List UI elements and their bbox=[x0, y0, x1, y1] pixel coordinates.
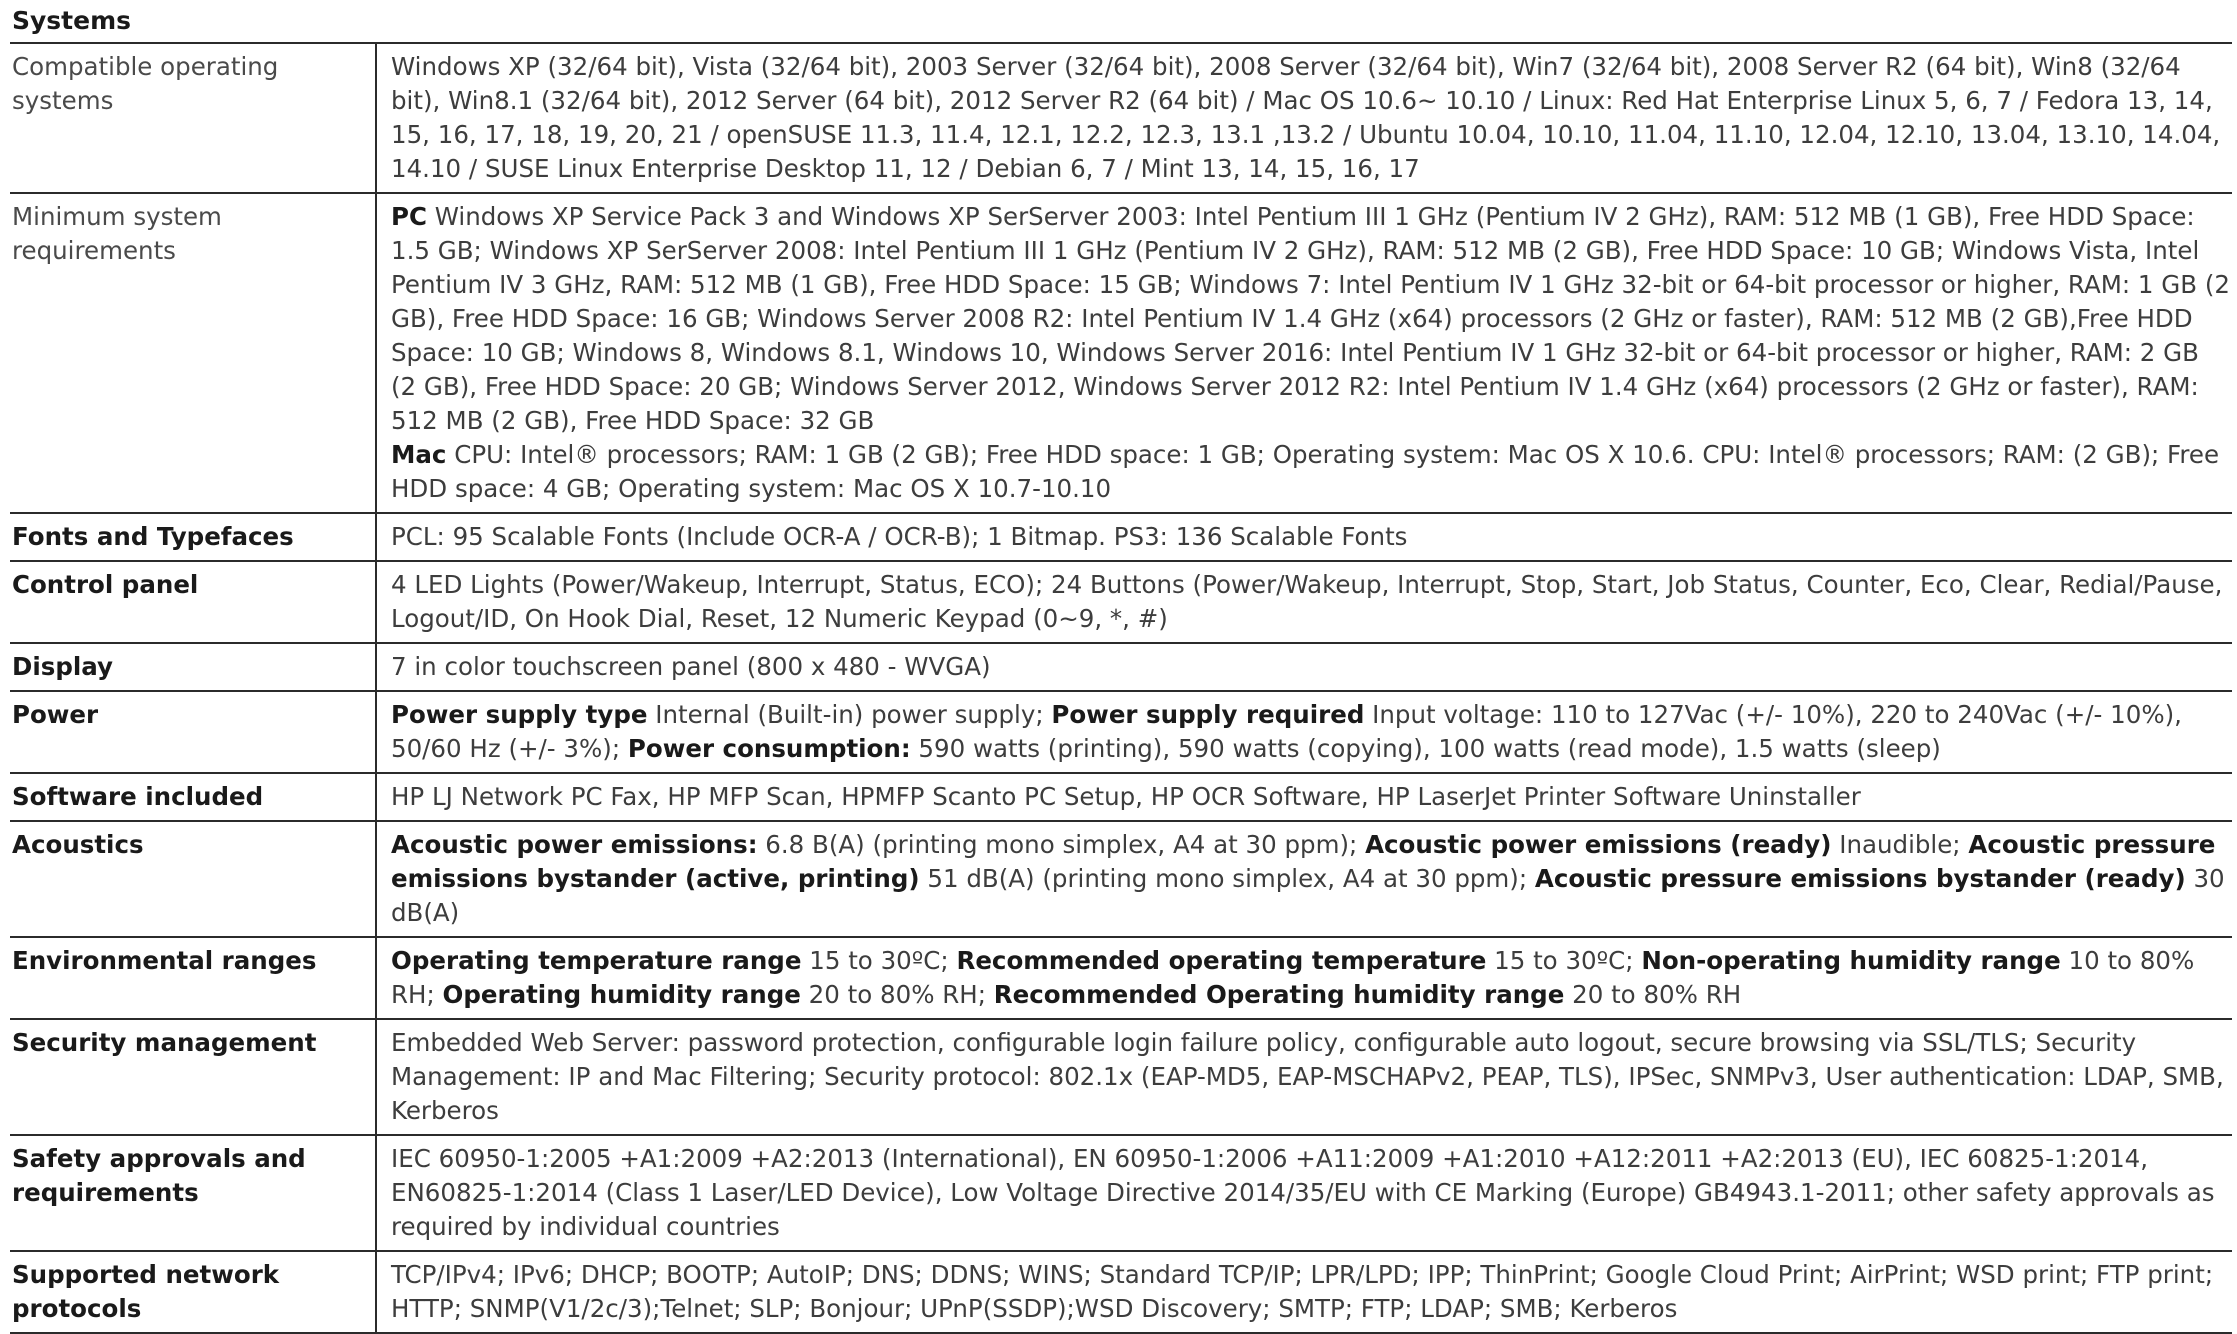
row-value: HP LJ Network PC Fax, HP MFP Scan, HPMFP Scanto PC Setup, HP OCR Software, HP LaserJet Printer Software Uninstaller bbox=[391, 782, 1861, 811]
env-value-3: 10 to 80% RH; bbox=[391, 946, 2195, 1009]
pc-key: PC bbox=[391, 202, 427, 231]
mac-text: CPU: Intel® processors; RAM: 1 GB (2 GB); Free HDD space: 1 GB; Operating system: Mac OS X 10.6. CPU: Intel® processors; RAM: (2 GB); Free HDD space: 4 GB; Operating system: Mac OS X 10.7-10.10 bbox=[391, 440, 2220, 503]
row-label: Power bbox=[10, 691, 376, 773]
spec-table bbox=[10, 42, 2232, 1334]
spec-row-display bbox=[10, 643, 2232, 691]
row-label: Acoustics bbox=[10, 821, 376, 937]
spec-row-software bbox=[10, 773, 2232, 821]
acoustics-value-4: 30 dB(A) bbox=[391, 864, 2225, 927]
section-title: Systems bbox=[12, 6, 132, 35]
power-value-3: 590 watts (printing), 590 watts (copying), 100 watts (read mode), 1.5 watts (sleep) bbox=[910, 734, 1941, 763]
spec-row-network bbox=[10, 1251, 2232, 1333]
power-value-2: Input voltage: 110 to 127Vac (+/- 10%), 220 to 240Vac (+/- 10%), 50/60 Hz (+/- 3%); bbox=[391, 700, 2182, 763]
row-value bbox=[376, 691, 2232, 773]
power-key-2: Power supply required bbox=[1051, 700, 1365, 729]
acoustics-key-4: Acoustic pressure emissions bystander (ready) bbox=[1534, 864, 2186, 893]
acoustics-value-3: 51 dB(A) (printing mono simplex, A4 at 30 ppm); bbox=[919, 864, 1535, 893]
env-value-2: 15 to 30ºC; bbox=[1486, 946, 1642, 975]
acoustics-key-1: Acoustic power emissions: bbox=[391, 830, 758, 859]
spec-row-control-panel bbox=[10, 561, 2232, 643]
acoustics-value-2: Inaudible; bbox=[1831, 830, 1969, 859]
mac-requirements bbox=[391, 438, 2230, 506]
row-value: Windows XP (32/64 bit), Vista (32/64 bit), 2003 Server (32/64 bit), 2008 Server (32/64 bit), Win7 (32/64 bit), 2008 Server R2 (64 bit), Win8 (32/64 bit), Win8.1 (32/64 bit), 2012 Server (64 bit), 2012 Server R2 (64 bit) / Mac OS 10.6~ 10.10 / Linux: Red Hat Enterprise Linux 5, 6, 7 / Fedora 13, 14, 15, 16, 17, 18, 19, 20, 21 / openSUSE 11.3, 11.4, 12.1, 12.2, 12.3, 13.1 ,13.2 / Ubuntu 10.04, 10.10, 11.04, 11.10, 12.04, 12.10, 13.04, 13.10, 14.04, 14.10 / SUSE Linux Enterprise Desktop 11, 12 / Debian 6, 7 / Mint 13, 14, 15, 16, 17 bbox=[391, 52, 2221, 183]
spec-row-environmental bbox=[10, 937, 2232, 1019]
row-value: 4 LED Lights (Power/Wakeup, Interrupt, Status, ECO); 24 Buttons (Power/Wakeup, Interrupt, Stop, Start, Job Status, Counter, Eco, Clear, Redial/Pause, Logout/ID, On Hook Dial, Reset, 12 Numeric Keypad (0~9, *, #) bbox=[391, 570, 2223, 633]
env-value-5: 20 to 80% RH bbox=[1564, 980, 1742, 1009]
power-value-1: Internal (Built-in) power supply; bbox=[647, 700, 1052, 729]
power-key-3: Power consumption: bbox=[627, 734, 911, 763]
row-label: Minimum system requirements bbox=[10, 193, 376, 513]
env-key-2: Recommended operating temperature bbox=[956, 946, 1487, 975]
row-label: Safety approvals and requirements bbox=[10, 1135, 376, 1251]
row-value bbox=[376, 821, 2232, 937]
acoustics-key-3: Acoustic pressure emissions bystander (active, printing) bbox=[391, 830, 2216, 893]
row-value: Embedded Web Server: password protection, configurable login failure policy, configurable auto logout, secure browsing via SSL/TLS; Security Management: IP and Mac Filtering; Security protocol: 802.1x (EAP-MD5, EAP-MSCHAPv2, PEAP, TLS), IPSec, SNMPv3, User authentication: LDAP, SMB, Kerberos bbox=[391, 1028, 2224, 1125]
pc-requirements bbox=[391, 200, 2230, 438]
row-value: IEC 60950-1:2005 +A1:2009 +A2:2013 (International), EN 60950-1:2006 +A11:2009 +A1:2010 +A12:2011 +A2:2013 (EU), IEC 60825-1:2014, EN60825-1:2014 (Class 1 Laser/LED Device), Low Voltage Directive 2014/35/EU with CE Marking (Europe) GB4943.1-2011; other safety approvals as required by individual countries bbox=[391, 1144, 2215, 1241]
row-label: Supported network protocols bbox=[10, 1251, 376, 1333]
env-key-1: Operating temperature range bbox=[391, 946, 802, 975]
row-value: TCP/IPv4; IPv6; DHCP; BOOTP; AutoIP; DNS; DDNS; WINS; Standard TCP/IP; LPR/LPD; IPP; ThinPrint; Google Cloud Print; AirPrint; WSD print; FTP print; HTTP; SNMP(V1/2c/3);Telnet; SLP; Bonjour; UPnP(SSDP);WSD Discovery; SMTP; FTP; LDAP; SMB; Kerberos bbox=[391, 1260, 2214, 1323]
env-key-4: Operating humidity range bbox=[442, 980, 801, 1009]
acoustics-value-1: 6.8 B(A) (printing mono simplex, A4 at 30 ppm); bbox=[757, 830, 1366, 859]
row-value bbox=[376, 937, 2232, 1019]
spec-row-power bbox=[10, 691, 2232, 773]
row-value bbox=[376, 193, 2232, 513]
row-label: Security management bbox=[10, 1019, 376, 1135]
spec-row-min-requirements bbox=[10, 193, 2232, 513]
row-value: 7 in color touchscreen panel (800 x 480 - WVGA) bbox=[391, 652, 991, 681]
mac-key: Mac bbox=[391, 440, 447, 469]
row-label: Environmental ranges bbox=[10, 937, 376, 1019]
row-label: Compatible operating systems bbox=[10, 43, 376, 193]
row-value: PCL: 95 Scalable Fonts (Include OCR-A / OCR-B); 1 Bitmap. PS3: 136 Scalable Fonts bbox=[391, 522, 1408, 551]
row-label: Software included bbox=[10, 773, 376, 821]
spec-row-acoustics bbox=[10, 821, 2232, 937]
pc-text: Windows XP Service Pack 3 and Windows XP SerServer 2003: Intel Pentium III 1 GHz (Pentium IV 2 GHz), RAM: 512 MB (1 GB), Free HDD Space: 1.5 GB; Windows XP SerServer 2008: Intel Pentium III 1 GHz (Pentium IV 2 GHz), RAM: 512 MB (2 GB), Free HDD Space: 10 GB; Windows Vista, Intel Pentium IV 3 GHz, RAM: 512 MB (1 GB), Free HDD Space: 15 GB; Windows 7: Intel Pentium IV 1 GHz 32-bit or 64-bit processor or higher, RAM: 1 GB (2 GB), Free HDD Space: 16 GB; Windows Server 2008 R2: Intel Pentium IV 1.4 GHz (x64) processors (2 GHz or faster), RAM: 512 MB (2 GB),Free HDD Space: 10 GB; Windows 8, Windows 8.1, Windows 10, Windows Server 2016: Intel Pentium IV 1 GHz 32-bit or 64-bit processor or higher, RAM: 2 GB (2 GB), Free HDD Space: 20 GB; Windows Server 2012, Windows Server 2012 R2: Intel Pentium IV 1.4 GHz (x64) processors (2 GHz or faster), RAM: 512 MB (2 GB), Free HDD Space: 32 GB bbox=[391, 202, 2230, 435]
spec-row-compatible-os bbox=[10, 43, 2232, 193]
row-label: Fonts and Typefaces bbox=[10, 513, 376, 561]
spec-row-security bbox=[10, 1019, 2232, 1135]
power-key-1: Power supply type bbox=[391, 700, 648, 729]
env-key-3: Non-operating humidity range bbox=[1641, 946, 2061, 975]
env-key-5: Recommended Operating humidity range bbox=[993, 980, 1565, 1009]
env-value-4: 20 to 80% RH; bbox=[800, 980, 994, 1009]
spec-row-safety bbox=[10, 1135, 2232, 1251]
row-label: Control panel bbox=[10, 561, 376, 643]
env-value-1: 15 to 30ºC; bbox=[801, 946, 957, 975]
row-label: Display bbox=[10, 643, 376, 691]
acoustics-key-2: Acoustic power emissions (ready) bbox=[1365, 830, 1832, 859]
spec-row-fonts bbox=[10, 513, 2232, 561]
